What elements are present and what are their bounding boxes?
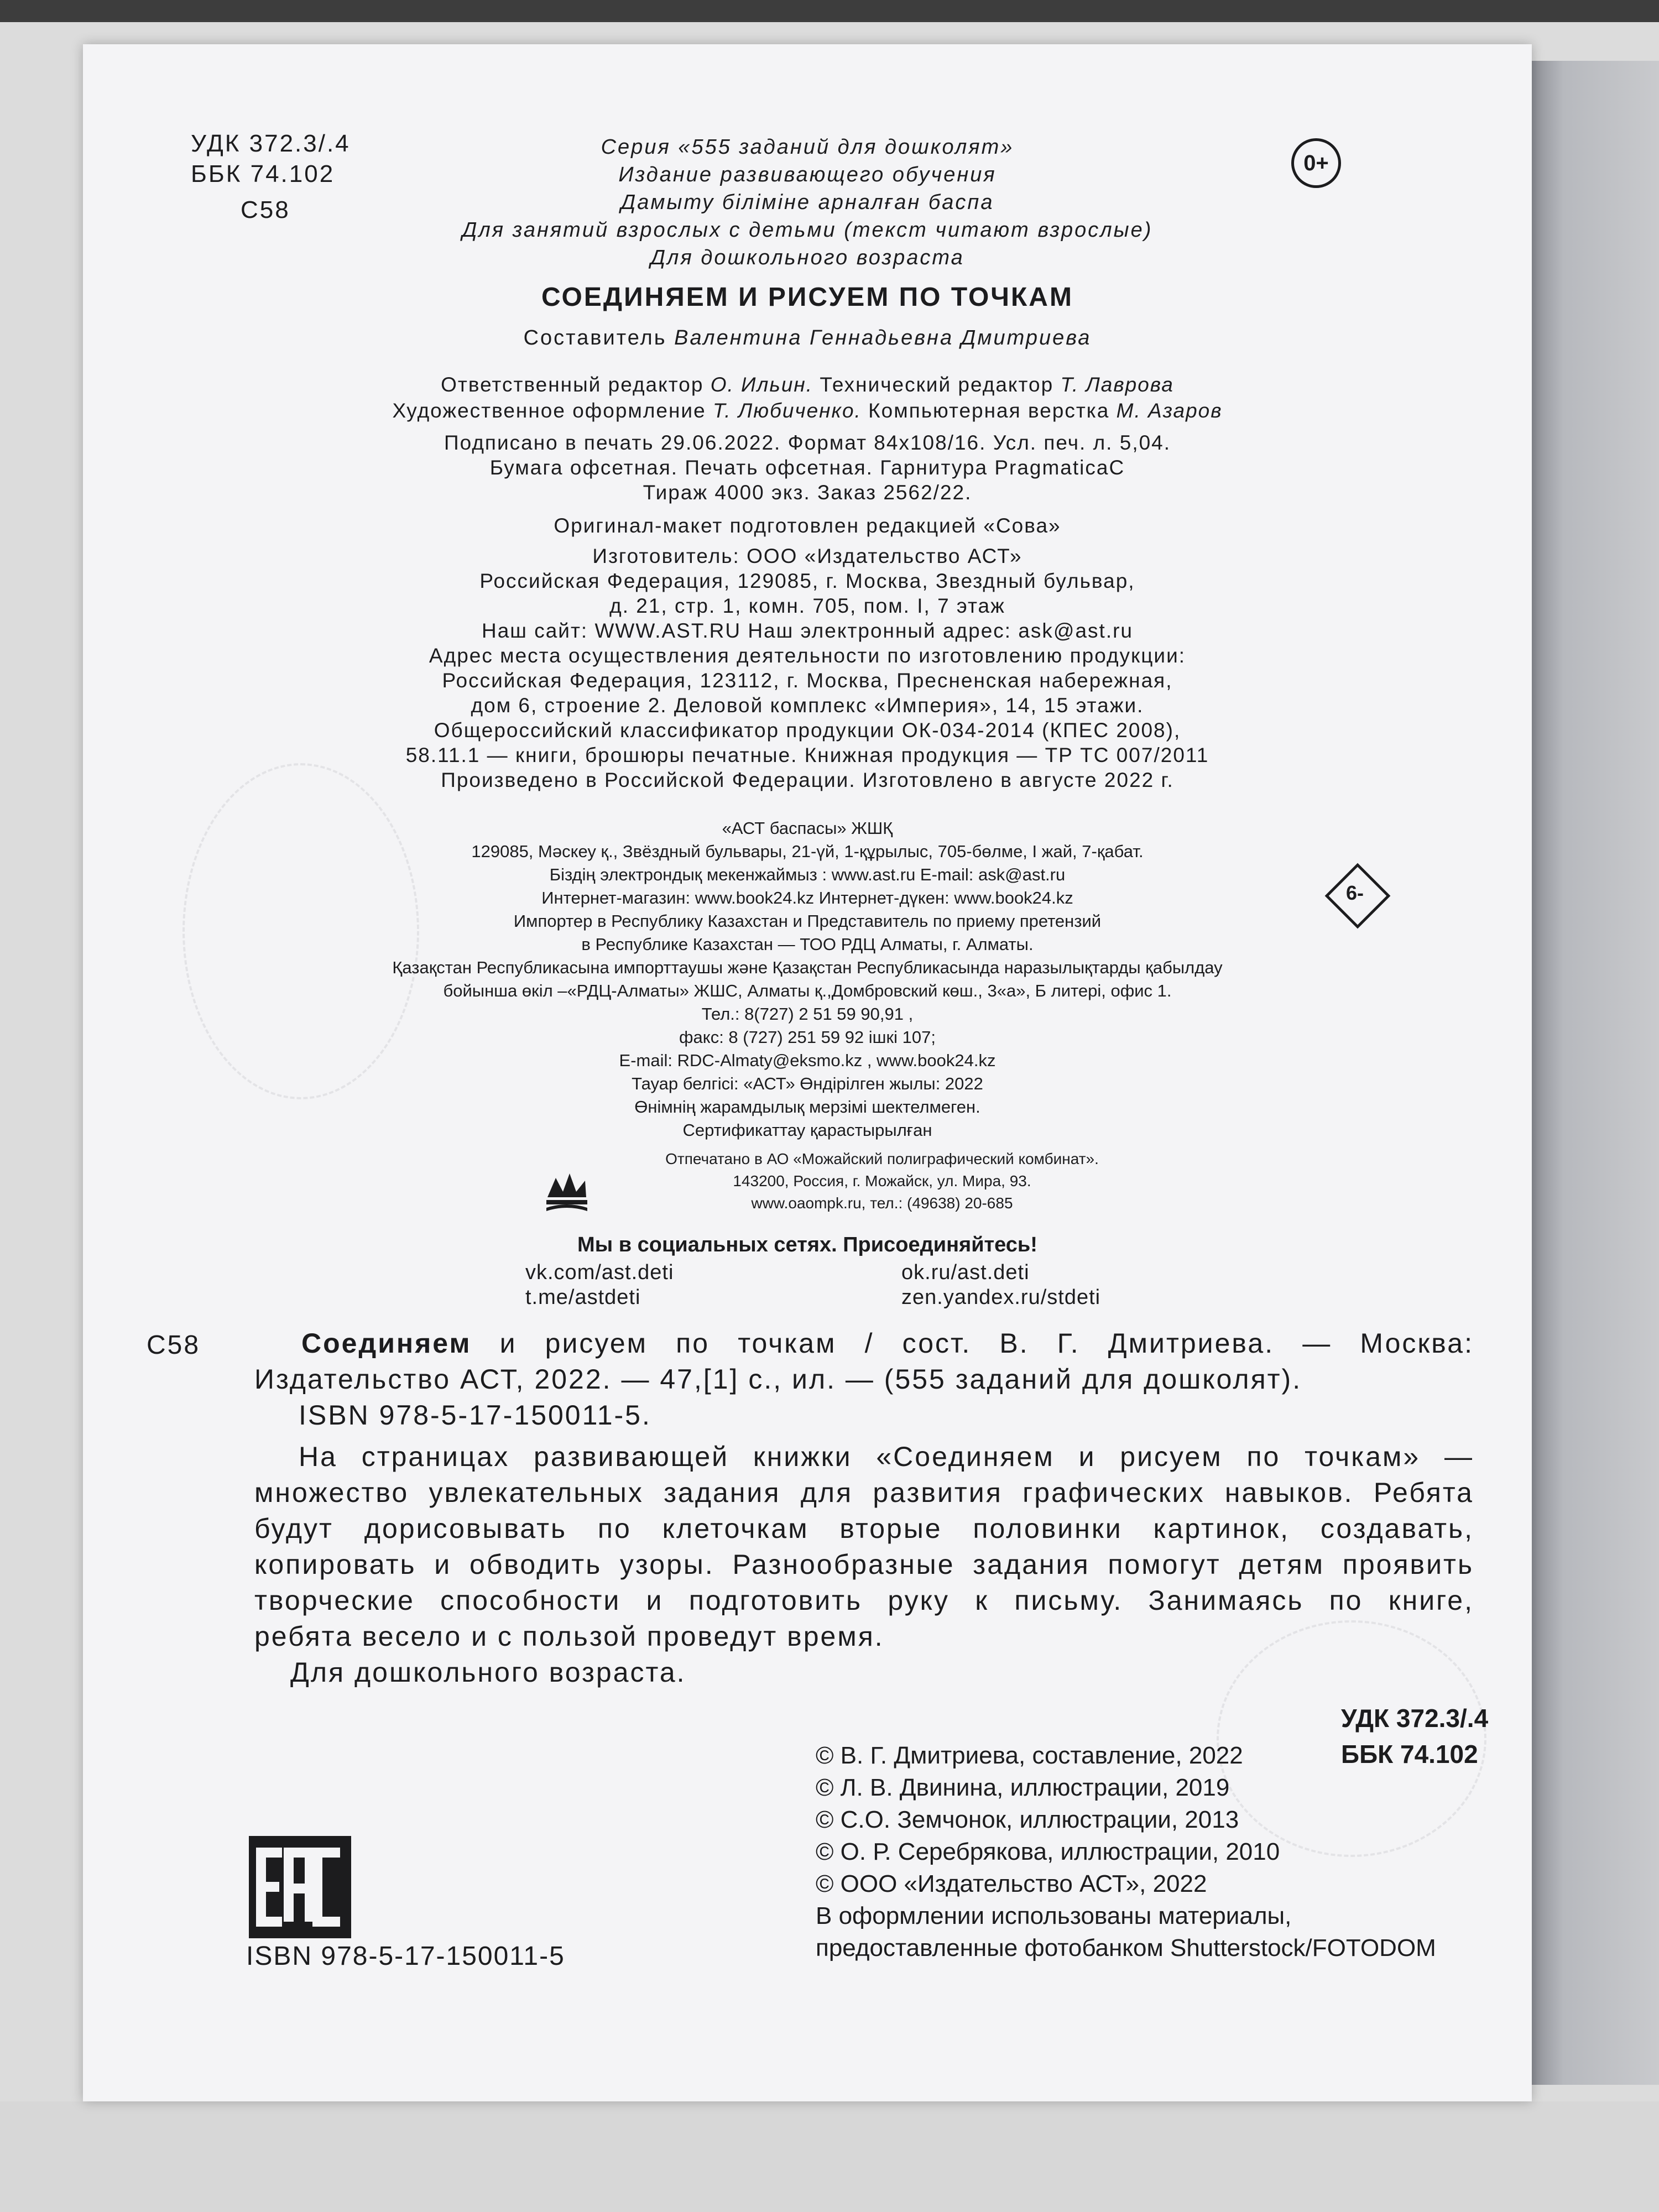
manufacturer-line: Российская Федерация, 129085, г. Москва, Звездный бульвар, — [479, 570, 1135, 592]
kazakh-line: в Республике Казахстан — ТОО РДЦ Алматы, г. Алматы. — [581, 935, 1034, 954]
copyright-line: © С.О. Земчонок, иллюстрации, 2013 — [816, 1806, 1239, 1833]
series-line: Для занятий взрослых с детьми (текст читают взрослые) — [462, 218, 1153, 242]
social-link-ok[interactable]: ok.ru/ast.deti — [901, 1261, 1030, 1284]
show-through-drawing — [1217, 1620, 1489, 1857]
printer-line: www.oaompk.ru, тел.: (49638) 20-685 — [751, 1194, 1013, 1212]
desk-bottom — [0, 2101, 1659, 2212]
editor-role: Технический редактор — [820, 373, 1054, 396]
printer-logo-icon — [542, 1167, 592, 1217]
annotation-line: творческие способности и подготовить руку к письму. Занимаясь по книге, — [254, 1585, 1474, 1616]
annotation-line: множество увлекательных задания для развития графических навыков. Ребята — [254, 1477, 1474, 1508]
manufacturer-line: Российская Федерация, 123112, г. Москва, Пресненская набережная, — [442, 669, 1173, 692]
kazakh-line: Интернет-магазин: www.book24.kz Интернет-дүкен: www.book24.kz — [541, 888, 1073, 907]
kazakh-line: Тел.: 8(727) 2 51 59 90,91 , — [701, 1004, 914, 1024]
copyright-line: © ООО «Издательство АСТ», 2022 — [816, 1870, 1207, 1897]
kazakh-line: факс: 8 (727) 251 59 92 ішкі 107; — [679, 1027, 936, 1047]
catalog-line-1 — [301, 1327, 1474, 1359]
kazakh-line: Тауар белгісі: «АСТ» Өндірілген жылы: 2022 — [632, 1074, 983, 1093]
show-through-drawing — [182, 763, 419, 1099]
annotation-line: копировать и обводить узоры. Разнообразные задания помогут детям проявить — [254, 1549, 1474, 1580]
next-page-edge — [1532, 61, 1659, 2085]
author-mark: С58 — [241, 196, 290, 223]
series-line: Для дошкольного возраста — [650, 246, 964, 269]
copyright-line: © Л. В. Двинина, иллюстрации, 2019 — [816, 1774, 1230, 1801]
annotation-age: Для дошкольного возраста. — [290, 1657, 686, 1688]
isbn-bottom: ISBN 978-5-17-150011-5 — [246, 1942, 565, 1971]
editors-line-2 — [83, 399, 1532, 422]
annotation-line: ребята весело и с пользой проведут время. — [254, 1621, 884, 1652]
manufacturer-line: Наш сайт: WWW.AST.RU Наш электронный адрес: ask@ast.ru — [481, 619, 1134, 642]
age-rating-badge: 0+ — [1291, 138, 1341, 188]
editor-role: Компьютерная верстка — [868, 399, 1110, 422]
imprint-page — [83, 44, 1532, 2101]
compiler-label: Составитель — [523, 326, 667, 349]
kazakh-line: 129085, Мәскеу қ., Звёздный бульвары, 21-үй, 1-құрылыс, 705-бөлме, I жай, 7-қабат. — [471, 842, 1144, 861]
editor-name: Т. Лаврова — [1060, 373, 1174, 396]
social-link-zen[interactable]: zen.yandex.ru/stdeti — [901, 1286, 1101, 1309]
manufacturer-line: Общероссийский классификатор продукции ОК-034-2014 (КПЕС 2008), — [434, 719, 1181, 742]
editor-role: Художественное оформление — [392, 399, 706, 422]
design-note-line: В оформлении использованы материалы, — [816, 1902, 1292, 1929]
eac-conformity-mark-icon — [249, 1836, 351, 1938]
printer-line: 143200, Россия, г. Можайск, ул. Мира, 93. — [733, 1172, 1031, 1190]
series-line: Серия «555 заданий для дошколят» — [601, 135, 1014, 159]
kazakh-line: Өнімнің жарамдылық мерзімі шектелмеген. — [634, 1097, 980, 1117]
compiler-line — [83, 326, 1532, 350]
bottom-udk: УДК 372.3/.4 — [1341, 1704, 1489, 1733]
catalog-code: С58 — [147, 1331, 201, 1360]
kazakh-line: «АСТ баспасы» ЖШҚ — [722, 818, 893, 838]
editor-name: О. Ильин. — [710, 373, 813, 396]
copyright-line: © О. Р. Серебрякова, иллюстрации, 2010 — [816, 1838, 1280, 1865]
copyright-line: © В. Г. Дмитриева, составление, 2022 — [816, 1742, 1243, 1769]
desk-top — [0, 0, 1659, 22]
bottom-bbk: ББК 74.102 — [1341, 1740, 1478, 1768]
maket-line: Оригинал-макет подготовлен редакцией «Сова» — [554, 514, 1061, 537]
social-link-telegram[interactable]: t.me/astdeti — [525, 1286, 641, 1309]
print-info-line: Тираж 4000 экз. Заказ 2562/22. — [643, 481, 972, 504]
catalog-isbn: ISBN 978-5-17-150011-5. — [299, 1400, 651, 1431]
manufacturer-line: Адрес места осуществления деятельности по изготовлению продукции: — [429, 644, 1186, 667]
print-info-line: Бумага офсетная. Печать офсетная. Гарнитура PragmaticaC — [489, 456, 1125, 479]
compiler-name: Валентина Геннадьевна Дмитриева — [674, 326, 1092, 349]
catalog-title-bold: Соединяем — [301, 1328, 472, 1359]
manufacturer-line: дом 6, строение 2. Деловой комплекс «Империя», 14, 15 этажи. — [471, 694, 1144, 717]
printer-line: Отпечатано в АО «Можайский полиграфический комбинат». — [665, 1150, 1099, 1167]
catalog-title-rest: и рисуем по точкам / сост. В. Г. Дмитриева. — Москва: — [499, 1328, 1474, 1359]
series-line: Дамыту біліміне арналған баспа — [620, 191, 994, 214]
manufacturer-line: 58.11.1 — книги, брошюры печатные. Книжная продукция — ТР ТС 007/2011 — [405, 744, 1209, 766]
kazakh-line: Сертификаттау қарастырылған — [682, 1120, 932, 1140]
social-link-vk[interactable]: vk.com/ast.deti — [525, 1261, 674, 1284]
editor-name: М. Азаров — [1116, 399, 1223, 422]
annotation-line: На страницах развивающей книжки «Соединяем и рисуем по точкам» — — [299, 1441, 1474, 1472]
annotation-line: будут дорисовывать по клеточкам вторые половинки картинок, создавать, — [254, 1513, 1474, 1544]
kazakh-line: Импортер в Республику Казахстан и Представитель по приему претензий — [513, 911, 1102, 931]
book-title: СОЕДИНЯЕМ И РИСУЕМ ПО ТОЧКАМ — [541, 283, 1073, 312]
editor-name: Т. Любиченко. — [712, 399, 862, 422]
manufacturer-line: д. 21, стр. 1, комн. 705, пом. I, 7 этаж — [609, 594, 1005, 617]
diamond-label: 6- — [1345, 881, 1364, 904]
bbk-code: ББК 74.102 — [191, 160, 335, 187]
kazakh-line: E-mail: RDC-Almaty@eksmo.kz , www.book24.kz — [619, 1051, 996, 1070]
series-line: Издание развивающего обучения — [618, 163, 997, 186]
editors-line-1 — [83, 373, 1532, 397]
kazakh-line: Қазақстан Республикасына импорттаушы және Қазақстан Республикасында наразылықтарды қабылдау — [392, 958, 1223, 977]
manufacturer-line: Изготовитель: ООО «Издательство АСТ» — [592, 545, 1022, 567]
print-info-line: Подписано в печать 29.06.2022. Формат 84x108/16. Усл. печ. л. 5,04. — [444, 431, 1171, 454]
udk-code: УДК 372.3/.4 — [191, 130, 351, 157]
kazakh-line: Біздің электрондық мекенжаймыз : www.ast.ru E-mail: ask@ast.ru — [549, 865, 1066, 884]
social-heading: Мы в социальных сетях. Присоединяйтесь! — [577, 1233, 1037, 1256]
editor-role: Ответственный редактор — [441, 373, 704, 396]
catalog-line-2: Издательство АСТ, 2022. — 47,[1] с., ил. — (555 заданий для дошколят). — [254, 1364, 1302, 1395]
kazakh-line: бойынша өкіл –«РДЦ-Алматы» ЖШС, Алматы қ.,Домбровский көш., 3«а», Б литері, офис 1. — [443, 981, 1172, 1000]
design-note-line: предоставленные фотобанком Shutterstock/FOTODOM — [816, 1934, 1436, 1961]
manufacturer-line: Произведено в Российской Федерации. Изготовлено в августе 2022 г. — [441, 769, 1174, 791]
